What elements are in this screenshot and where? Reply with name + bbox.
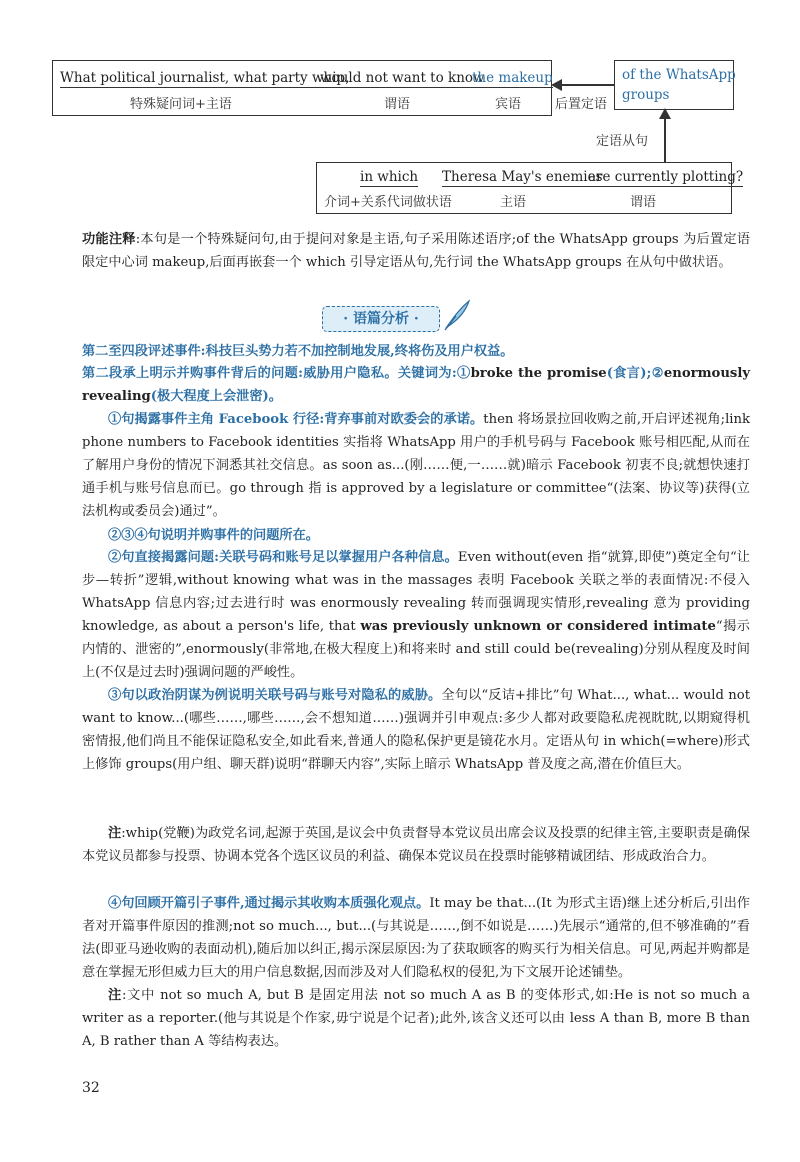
main-subject-label: 特殊疑问词+主语 xyxy=(130,97,232,112)
analysis-sentence-1: ①句揭露事件主角 Facebook 行径:背弃事前对欧委会的承诺。then 将场景拉回收购之前,开启评述视角;link phone numbers to Facebook identities 实指将 WhatsApp 用户的手机号码与 Facebook 账号相匹配,从而在了解用户身份的情况下洞悉其社交信息。as soon as...(刚……便,一……就)暗示 Facebook 初衷不良;就想快速打通手机与账号信息而已。go through 指 is approved by a legislature or committee“(法案、协议等)获得(立法机构或委员会)通过”。 xyxy=(82,412,751,519)
main-object: the makeup xyxy=(472,70,553,86)
clause-arrow-label: 定语从句 xyxy=(596,134,649,149)
clause-arrow-line xyxy=(664,118,666,162)
heading-paragraphs-2-4: 第二至四段评述事件:科技巨头势力若不加控制地发展,终将伤及用户权益。 xyxy=(82,344,514,359)
main-subject: What political journalist, what party whip, xyxy=(60,70,350,86)
main-predicate-label: 谓语 xyxy=(384,97,411,112)
function-note-label: 功能注释 xyxy=(82,232,136,247)
clause-relative: in which xyxy=(360,169,419,185)
attr-label: 后置定语 xyxy=(555,97,608,112)
page-number: 32 xyxy=(82,1080,100,1096)
clause-predicate: are currently plotting? xyxy=(588,169,744,185)
main-predicate: would not want to know xyxy=(320,70,485,86)
clause-relative-label: 介词+关系代词做状语 xyxy=(324,195,452,210)
analysis-sentence-2: ②句直接揭露问题:关联号码和账号足以掌握用户各种信息。Even without(even 指“就算,即使”)奠定全句“让步—转折”逻辑,without knowing what was in the massages 表明 Facebook 关联之举的表面情况:不侵入 WhatsApp 信息内容;过去进行时 was enormously revealing 转而强调现实情形,revealing 意为 providing knowledge, as about a person's life, that was previously unknown or considered intimate“揭示内情的、泄密的”,enormously(非常地,在极大程度上)和将来时 and still could be(revealing)分别从程度及时间上(不仅是过去时)强调问题的严峻性。 xyxy=(82,550,750,680)
heading-paragraph-2: 第二段承上明示并购事件背后的问题:威胁用户隐私。关键词为:①broke the promise(食言);②enormously revealing(极大程度上会泄密)。 xyxy=(82,366,751,404)
attr-arrow-head xyxy=(551,79,562,91)
analysis-sentences-2-4: ②③④句说明并购事件的问题所在。 xyxy=(108,528,319,543)
attr-line1: of the WhatsApp xyxy=(622,67,736,83)
main-object-label: 宾语 xyxy=(495,97,522,112)
not-so-much-note: 注:文中 not so much A, but B 是固定用法 not so much A as B 的变体形式,如:He is not so much a writer as a reporter.(他与其说是个作家,毋宁说是个记者);此外,该含义还可以由 less A than B, more B than A, B rather than A 等结构表达。 xyxy=(82,988,751,1049)
quill-icon xyxy=(442,298,472,332)
clause-arrow-head xyxy=(659,108,671,119)
section-banner: · 语篇分析 · xyxy=(322,306,440,332)
analysis-sentence-3: ③句以政治阴谋为例说明关联号码与账号对隐私的威胁。全句以“反诘+排比”句 What..., what... would not want to know...(哪些……,哪些……,会不想知道……)强调并引申观点:多少人都对政要隐私虎视眈眈,以期窥得机密情报,他们尚且不能保证隐私安全,如此看来,普通人的隐私保护更是镜花水月。定语从句 in which(=where)形式上修饰 groups(用户组、聊天群)说明“群聊天内容”,实际上暗示 WhatsApp 普及度之高,潜在价值巨大。 xyxy=(82,688,750,772)
main-clause-box xyxy=(52,60,552,116)
function-note xyxy=(82,228,750,274)
analysis-sentence-4: ④句回顾开篇引子事件,通过揭示其收购本质强化观点。It may be that...(It 为形式主语)继上述分析后,引出作者对开篇事件原因的推测;not so much..., but...(与其说是……,倒不如说是……)先展示“通常的,但不够准确的”看法(即亚马逊收购的表面动机),随后加以纠正,揭示深层原因:为了获取顾客的购买行为相关信息。可见,两起并购都是意在掌握无形但威力巨大的用户信息数据,因而涉及对人们隐私权的侵犯,为下文展开论述铺垫。 xyxy=(82,896,750,980)
attr-line2: groups xyxy=(622,87,670,103)
clause-subject: Theresa May's enemies xyxy=(442,169,603,185)
attr-arrow-line xyxy=(560,84,614,86)
function-note-text: :本句是一个特殊疑问句,由于提问对象是主语,句子采用陈述语序;of the WhatsApp groups 为后置定语限定中心词 makeup,后面再嵌套一个 which 引导定语从句,先行词 the WhatsApp groups 在从句中做状语。 xyxy=(82,232,751,270)
whip-note: 注:whip(党鞭)为政党名词,起源于英国,是议会中负责督导本党议员出席会议及投票的纪律主管,主要职责是确保本党议员都参与投票、协调本党各个选区议员的利益、确保本党议员在投票时能够精诚团结、形成政治合力。 xyxy=(82,826,751,864)
clause-subject-label: 主语 xyxy=(500,195,527,210)
clause-predicate-label: 谓语 xyxy=(630,195,657,210)
